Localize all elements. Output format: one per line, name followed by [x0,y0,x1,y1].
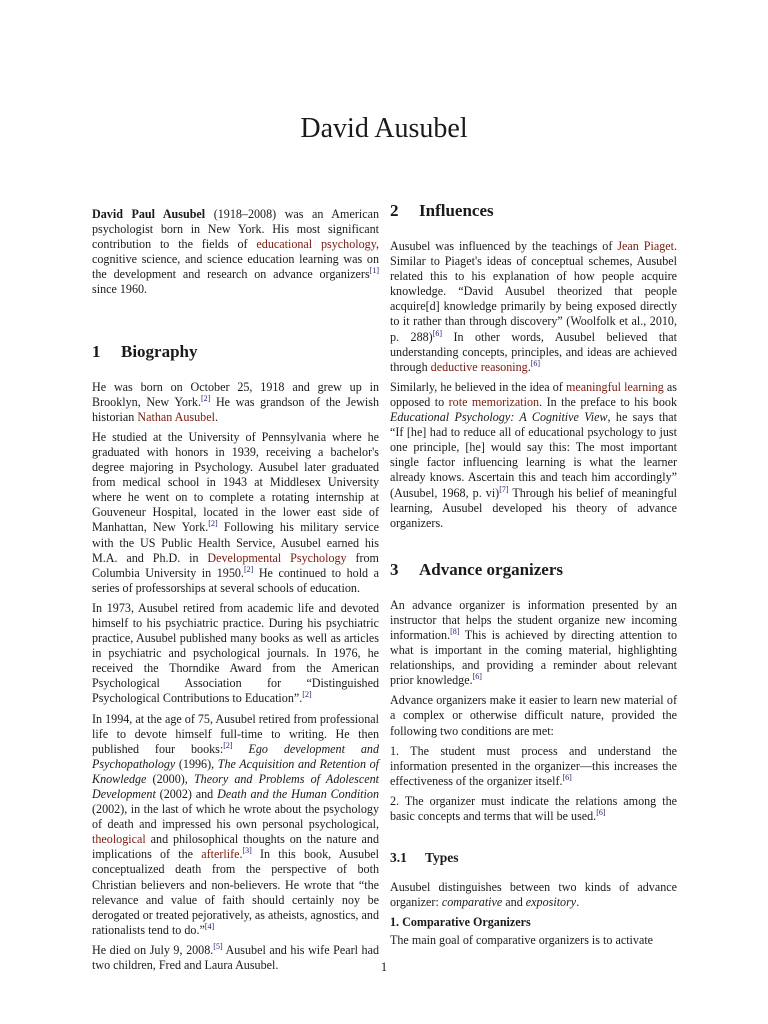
link-meaningful-learning[interactable]: meaningful learning [565,379,664,394]
section-heading-advance-organizers: 3 Advance organizers [390,559,564,579]
paragraph: Ausubel was influenced by the teachings of Jean Piaget. Similar to Piaget's ideas of conceptual schemes, Ausubel related this to his explanation of how people acquire knowledge. “David Ausubel theorized that people acquire[d] knowledge primarily by being exposed directly to it rather than through discovery” (Woolfolk et al., 2010, p. 288)[6] In other words, Ausubel believed that understanding concepts, principles, and ideas are achieved through deductive reasoning.[6] [390,239,678,374]
subsection-heading-types: 3.1 Types [390,850,459,866]
link-deductive-reasoning[interactable]: deductive reasoning [430,359,528,374]
paragraph: Similarly, he believed in the idea of meaningful learning as opposed to rote memorization. In the preface to his book Educational Psychology: A Cognitive View, he says that “If [he] had to reduce all of educational psychology to just one principle, [he] would say this: The most important single factor influencing learning is what the learner already knows. Ascertain this and teach him accordingly” (Ausubel, 1968, p. vi)[7] Through his belief of meaningful learning, Ausubel developed his theory of advance organizers. [390,379,677,530]
section-heading-influences: 2 Influences [390,201,494,220]
link-rote-memorization[interactable]: rote memorization [448,394,540,409]
ref-link[interactable]: [6] [530,358,541,368]
ref-link[interactable]: [8] [450,626,460,636]
ref-link[interactable]: [6] [596,808,606,817]
link-afterlife[interactable]: afterlife [201,847,240,862]
paragraph: He studied at the University of Pennsylvania where he graduated with honors in 1939, receiving a bachelor's degree majoring in Psychology. Ausubel later graduated from medical school in 1943 at Middlesex University where he went on to complete a rotating internship at Gouveneur Hospital, located in the lower east side of Manhattan, New York.[2] Following his military service with the US Public Health Service, Ausubel earned his M.A. and Ph.D. in Developmental Psychology from Columbia University in 1950.[2] He continued to hold a series of professorships at several schools of education. [92,429,380,595]
page-title: David Ausubel [300,113,468,144]
ref-link[interactable]: [2] [208,519,218,529]
paragraph: Advance organizers make it easier to learn new material of a complex or otherwise difficult nature, provided the following two conditions are met: [390,693,677,738]
ref-link[interactable]: [4] [204,921,215,931]
paragraph: The main goal of comparative organizers is to activate [390,933,654,948]
intro-paragraph: David Paul Ausubel (1918–2008) was an American psychologist born in New York. His most significant contribution to the fields of educational psychology, cognitive science, and science education learning was on the development and research on advance organizers[1] since 1960. [92,207,380,297]
link-theological[interactable]: theological [92,832,146,847]
paragraph: In 1994, at the age of 75, Ausubel retired from professional life to devote himself full-time to writing. He then published four books:[2] Ego development and Psychopathology (1996), The Acquisition and Retention of Knowledge (2000), Theory and Problems of Adolescent Development (2002) and Death and the Human Condition (2002), in the last of which he wrote about the psychology of death and impressed his own personal psychological, theological and philosophical thoughts on the nature and implications of the afterlife.[3] In this book, Ausubel conceptualized death from the perspective of both Christian believers and non-believers. He wrote that “the relevance and value of faith should certainly noy be derogated or treated pejoratively, as atheists, agnostics, and rationalists tend to do.”[4] [92,711,380,937]
link-nathan-ausubel[interactable]: Nathan Ausubel [137,409,215,424]
left-column [92,201,379,978]
ref-link[interactable]: [2] [223,740,233,750]
section-heading-biography: 1 Biography [92,341,198,361]
list-item: 2. The organizer must indicate the relations among the basic concepts and terms that will be used.[6] [390,793,677,823]
link-educational-psychology[interactable]: educational psychology [256,237,376,252]
ref-link[interactable]: [1] [369,266,379,276]
paragraph: Ausubel distinguishes between two kinds of advance organizer: comparative and expository. [390,880,677,910]
ref-link[interactable]: [7] [499,484,509,494]
ref-link[interactable]: [2] [302,690,312,700]
ref-link[interactable]: [3] [242,846,252,856]
ref-link[interactable]: [2] [243,564,254,574]
page-number: 1 [380,960,388,974]
paragraph: He was born on October 25, 1918 and grew up in Brooklyn, New York.[2] He was grandson of the Jewish historian Nathan Ausubel. [92,379,380,424]
ref-link[interactable]: [6] [472,672,482,682]
ref-link[interactable]: [2] [201,393,211,403]
ref-link[interactable]: [6] [432,328,443,338]
paragraph: In 1973, Ausubel retired from academic life and devoted himself to his psychiatric practice. During his psychiatric practice, Ausubel published many books as well as articles in psychiatric and psychological journals. In 1976, he received the Thorndike Award from the American Psychological Association for “Distinguished Psychological Contributions to Education”.[2] [92,600,379,706]
subsubsection-heading: 1. Comparative Organizers [390,915,531,930]
list-item: 1. The student must process and understand the information presented in the organizer—this increases the effectiveness of the organizer itself.[6] [390,743,677,788]
paragraph: He died on July 9, 2008.[5] Ausubel and his wife Pearl had two children, Fred and Laura Ausubel. [92,941,380,973]
link-jean-piaget[interactable]: Jean Piaget [617,239,674,253]
ref-link[interactable]: [6] [562,772,572,782]
paragraph: An advance organizer is information presented by an instructor that helps the student organize new incoming information.[8] This is achieved by directing attention to what is important in the coming material, highlighting relationships, and providing a reminder about relevant prior knowledge.[6] [390,597,677,688]
right-column [390,201,677,953]
link-developmental-psychology[interactable]: Developmental Psychology [207,550,347,565]
ref-link[interactable]: [5] [213,941,223,951]
